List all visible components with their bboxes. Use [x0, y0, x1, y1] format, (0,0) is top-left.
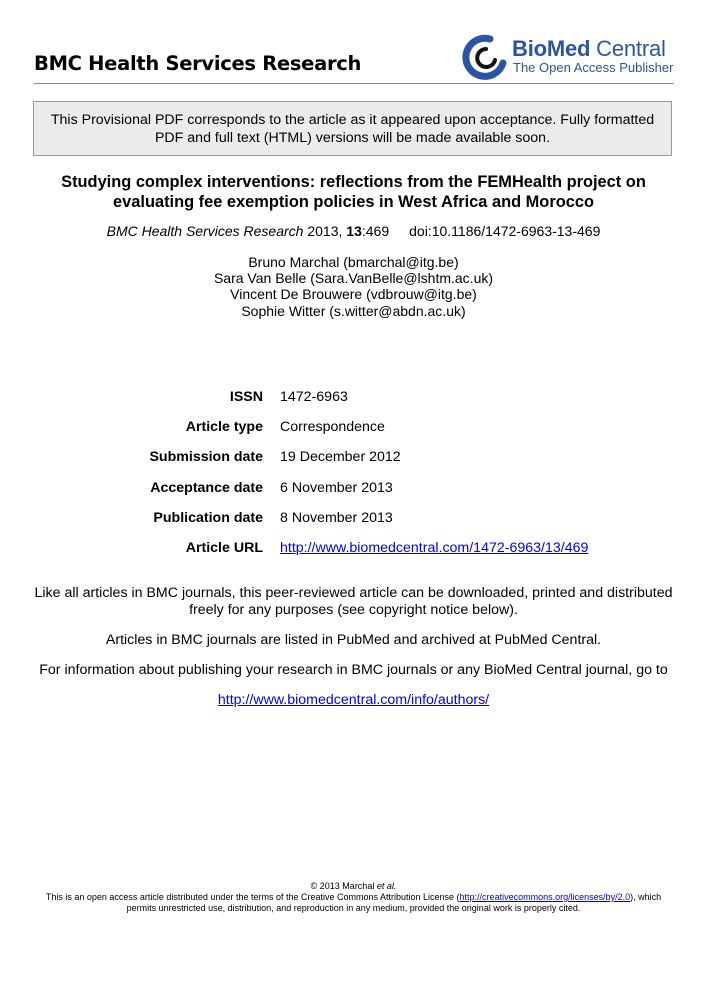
info-paragraph: For information about publishing your research in BMC journals or any BioMed Central journal, go to — [39, 662, 668, 678]
info-url-line — [20, 692, 687, 709]
biomed-central-swirl-icon — [460, 33, 510, 83]
author: Sophie Witter (s.witter@abdn.ac.uk) — [241, 302, 466, 319]
citation-volume: 13 — [346, 223, 362, 239]
logo-tagline: The Open Access Publisher — [513, 60, 674, 75]
publisher-logo[interactable] — [460, 33, 680, 83]
license-text-after: ), which — [630, 892, 662, 902]
license-line-2: permits unrestricted use, distribution, and reproduction in any medium, provided the original work is properly cited. — [126, 903, 581, 913]
license-line — [20, 892, 687, 903]
article-url-link[interactable]: http://www.biomedcentral.com/1472-6963/13/469 — [280, 540, 589, 556]
logo-brand — [512, 36, 666, 62]
meta-value: 1472-6963 — [280, 389, 348, 405]
meta-value: Correspondence — [280, 419, 385, 435]
citation-page: :469 — [361, 223, 390, 239]
journal-title: BMC Health Services Research — [34, 52, 362, 75]
meta-label: Submission date — [149, 449, 263, 465]
free-access-paragraph: Like all articles in BMC journals, this peer-reviewed article can be downloaded, printed and distributed freely for any purposes (see copyright notice below). — [34, 585, 673, 618]
provisional-notice — [33, 101, 672, 156]
logo-brand-regular: Central — [590, 36, 666, 61]
header-divider — [34, 83, 674, 84]
indexing-paragraph: Articles in BMC journals are listed in PubMed and archived at PubMed Central. — [105, 632, 602, 648]
copyright-prefix: © 2013 Marchal — [310, 881, 377, 891]
logo-brand-bold: BioMed — [512, 36, 591, 61]
citation-doi: doi:10.1186/1472-6963-13-469 — [409, 223, 601, 239]
meta-label: Article URL — [185, 540, 263, 556]
author: Bruno Marchal (bmarchal@itg.be) — [248, 254, 459, 270]
license-link[interactable]: http://creativecommons.org/licenses/by/2.0 — [459, 892, 631, 902]
meta-value: 8 November 2013 — [280, 510, 393, 526]
author: Sara Van Belle (Sara.VanBelle@lshtm.ac.uk) — [213, 270, 494, 287]
meta-value: 6 November 2013 — [280, 480, 393, 496]
meta-value: 19 December 2012 — [280, 449, 401, 465]
citation — [20, 223, 687, 239]
meta-label: ISSN — [229, 389, 263, 405]
provisional-notice-text: This Provisional PDF corresponds to the article as it appeared upon acceptance. Fully formatted PDF and full text (HTML) versions will be made available soon. — [50, 111, 655, 146]
author-info-link[interactable]: http://www.biomedcentral.com/info/authors/ — [217, 692, 490, 708]
copyright-etal: et al. — [376, 881, 397, 891]
citation-journal: BMC Health Services Research — [106, 223, 304, 239]
meta-label: Article type — [185, 419, 263, 435]
copyright-line — [20, 881, 687, 892]
license-text-before: This is an open access article distributed under the terms of the Creative Commons Attribution License ( — [45, 892, 460, 902]
author: Vincent De Brouwere (vdbrouw@itg.be) — [230, 286, 477, 303]
citation-year: 2013, — [303, 223, 347, 239]
meta-label: Publication date — [153, 510, 263, 526]
author-list — [20, 254, 687, 319]
article-title: Studying complex interventions: reflections from the FEMHealth project on evaluating fee exemption policies in West Africa and Morocco — [61, 173, 646, 211]
meta-label: Acceptance date — [150, 480, 263, 496]
copyright-footer — [20, 881, 687, 914]
